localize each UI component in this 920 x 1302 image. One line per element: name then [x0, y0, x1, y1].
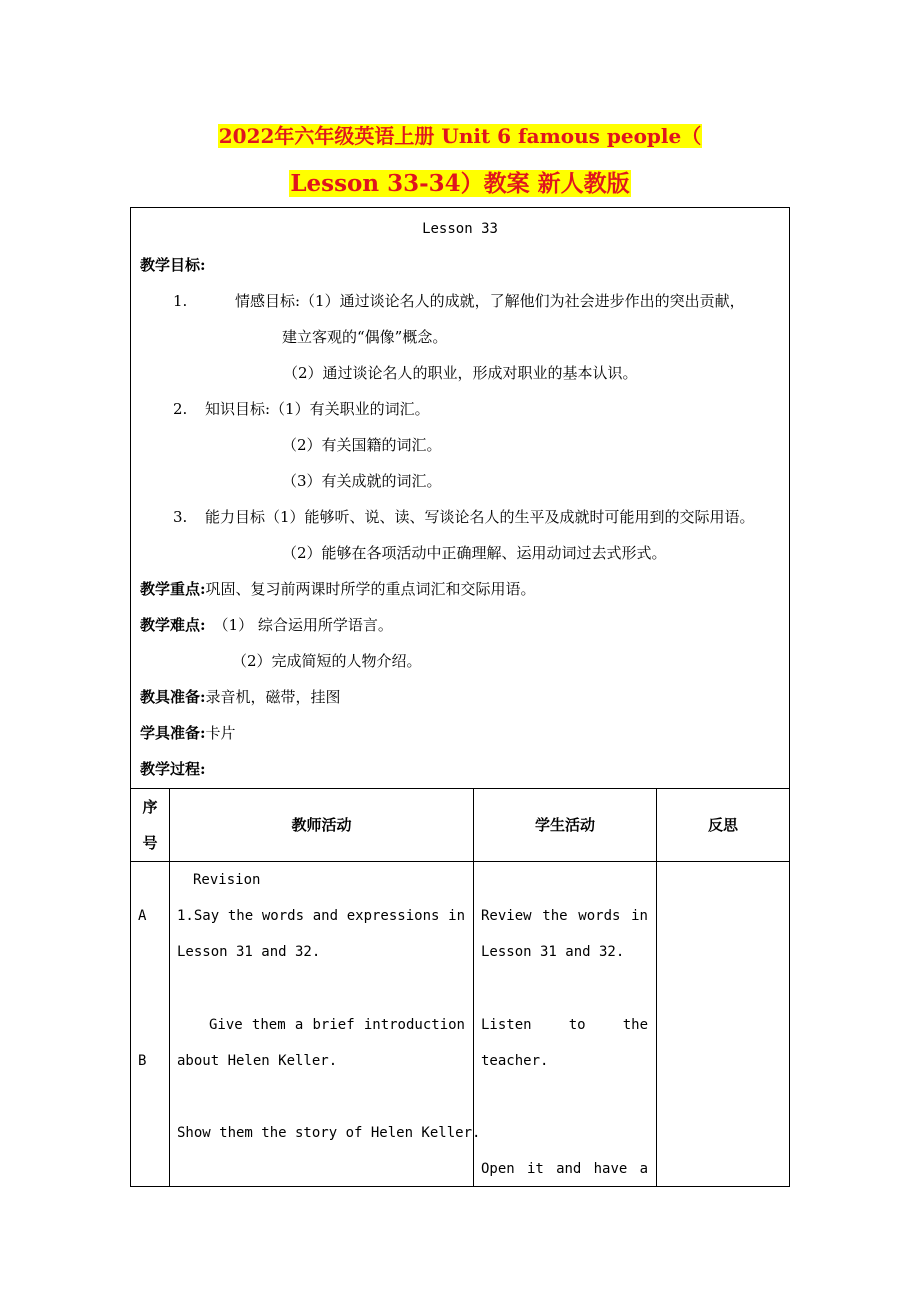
row-b-teacher-line2: about Helen Keller.	[177, 1053, 338, 1069]
difficulties-label: 教学难点:	[140, 616, 206, 634]
row-b-label: B	[138, 1053, 147, 1069]
row-a-teacher-line1: 1.Say the words and expressions in	[177, 908, 465, 924]
table-col-divider-1	[169, 788, 170, 1186]
row-a-student-line1: Review the words in	[481, 908, 648, 924]
objective-1-text: 情感目标:（1）通过谈论名人的成就，了解他们为社会进步作出的突出贡献，	[235, 292, 745, 310]
objective-3-number: 3.	[173, 508, 188, 526]
document-title-line2: Lesson 33-34）教案 新人教版	[290, 170, 630, 197]
difficulties-text1: （1） 综合运用所学语言。	[213, 616, 393, 634]
lesson-heading: Lesson 33	[422, 221, 498, 237]
row-a-label: A	[138, 908, 147, 924]
row-b-teacher-line1: Give them a brief introduction	[209, 1017, 465, 1033]
objective-2-sub2: （2）有关国籍的词汇。	[282, 436, 442, 454]
document-title-line1: 2022年六年级英语上册 Unit 6 famous people（	[218, 124, 702, 148]
header-num-2: 号	[142, 834, 158, 852]
row-b-student-line2: teacher.	[481, 1053, 549, 1069]
row-a-student-line2: Lesson 31 and 32.	[481, 944, 625, 960]
key-points-text: 巩固、复习前两课时所学的重点词汇和交际用语。	[205, 580, 536, 598]
header-student-activity: 学生活动	[534, 816, 595, 834]
key-points	[140, 578, 536, 600]
revision-label: Revision	[193, 872, 261, 888]
objective-2-text: 知识目标:（1）有关职业的词汇。	[205, 400, 430, 418]
header-reflection: 反思	[707, 816, 738, 834]
teacher-tools-label: 教具准备:	[140, 688, 206, 706]
row-b-student-line1: Listen to the	[481, 1017, 648, 1033]
difficulties	[140, 614, 393, 636]
student-tools-text: 卡片	[205, 724, 236, 742]
header-num-1: 序	[142, 798, 158, 816]
key-points-label: 教学重点:	[140, 580, 206, 598]
objective-1-continued: 建立客观的“偶像”概念。	[282, 328, 448, 346]
objective-1-sub2: （2）通过谈论名人的职业，形成对职业的基本认识。	[283, 364, 638, 382]
teacher-tools	[140, 686, 341, 708]
table-top-border	[131, 788, 789, 789]
row-b-student-line3: Open it and have a	[481, 1161, 648, 1177]
student-tools-label: 学具准备:	[140, 724, 206, 742]
header-teacher-activity: 教师活动	[291, 816, 352, 834]
table-col-divider-3	[656, 788, 657, 1186]
objectives-heading: 教学目标:	[140, 256, 206, 274]
difficulties-text2: （2）完成简短的人物介绍。	[232, 652, 422, 670]
lesson-plan-box	[130, 207, 790, 1187]
objective-3-text: 能力目标（1）能够听、说、读、写谈论名人的生平及成就时可能用到的交际用语。	[205, 508, 755, 526]
row-b-teacher-line3: Show them the story of Helen Keller.	[177, 1125, 481, 1141]
objective-1-number: 1.	[173, 292, 188, 310]
teacher-tools-text: 录音机，磁带，挂图	[205, 688, 341, 706]
objective-3-sub2: （2）能够在各项活动中正确理解、运用动词过去式形式。	[282, 544, 667, 562]
process-heading: 教学过程:	[140, 760, 206, 778]
table-header-border	[131, 861, 789, 862]
row-a-teacher-line2: Lesson 31 and 32.	[177, 944, 321, 960]
objective-2-sub3: （3）有关成就的词汇。	[282, 472, 442, 490]
objective-2-number: 2.	[173, 400, 188, 418]
student-tools	[140, 722, 236, 744]
